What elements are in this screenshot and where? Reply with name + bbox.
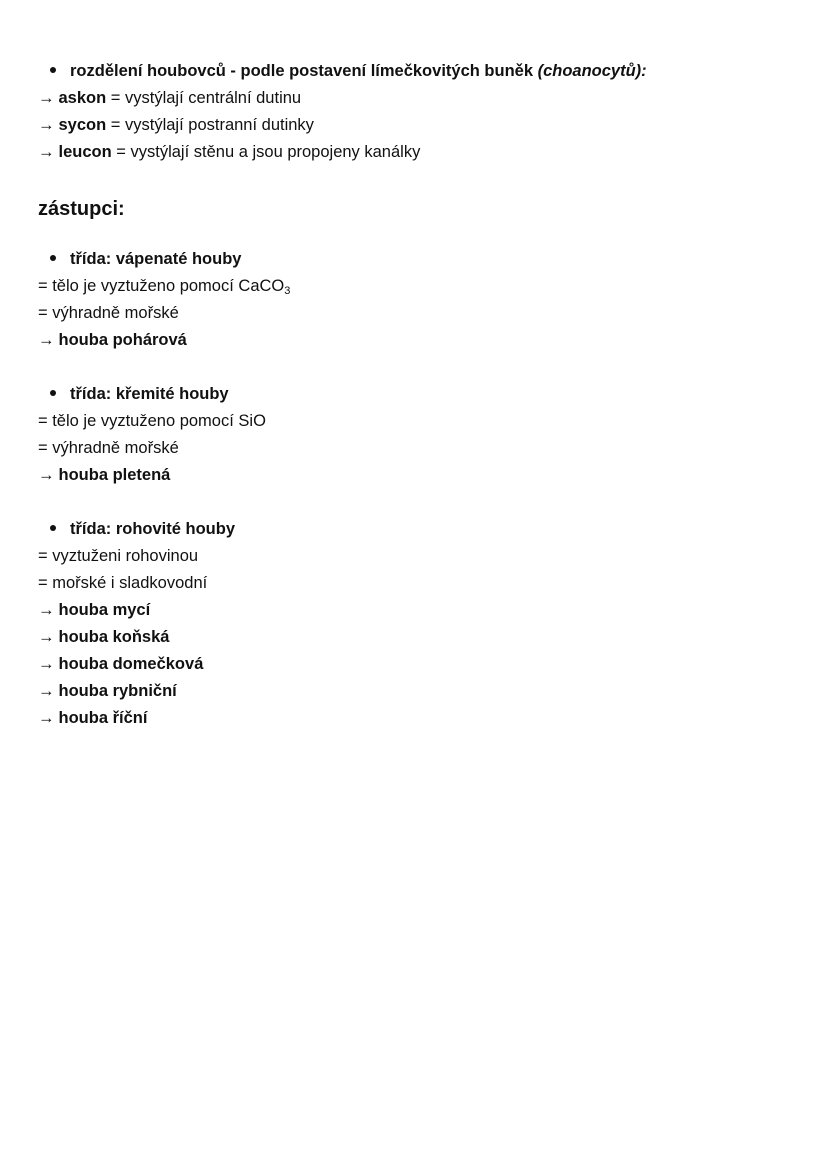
class-title-horny: třída: rohovité houby [38, 516, 808, 543]
type-desc: = vystýlají postranní dutinky [110, 116, 314, 134]
type-leucon [38, 139, 808, 166]
document-page [38, 58, 808, 732]
arrow-icon: → [38, 709, 55, 727]
class-title-siliceous: třída: křemité houby [38, 381, 808, 408]
intro-bullet-italic: (choanocytů): [537, 62, 647, 80]
bullet-icon [50, 525, 56, 531]
class-property: = tělo je vyztuženo pomocí CaCO$_3$ [38, 277, 291, 297]
arrow-icon: → [38, 89, 55, 107]
class-example: → houba pohárová [38, 331, 187, 349]
type-desc: = vystýlají centrální dutinu [110, 89, 302, 107]
arrow-icon: → [38, 682, 55, 700]
type-term: askon [58, 89, 107, 107]
bullet-icon [50, 255, 56, 261]
bullet-icon [50, 390, 56, 396]
class-example: → houba koňská [38, 628, 170, 646]
type-sycon [38, 112, 808, 139]
type-term: leucon [58, 143, 112, 161]
class-property: = vyztuženi rohovinou [38, 547, 199, 565]
class-example: → houba rybniční [38, 682, 177, 700]
arrow-icon: → [38, 655, 55, 673]
class-example: → houba domečková [38, 655, 204, 673]
class-example: → houba pletená [38, 466, 171, 484]
class-property: = mořské i sladkovodní [38, 574, 208, 592]
arrow-icon: → [38, 331, 55, 349]
arrow-icon: → [38, 466, 55, 484]
class-example: → houba říční [38, 709, 148, 727]
spacer [38, 489, 808, 516]
section-heading: zástupci: [38, 198, 125, 220]
arrow-icon: → [38, 116, 55, 134]
bullet-icon [50, 67, 56, 73]
class-example: → houba mycí [38, 601, 151, 619]
type-askon [38, 85, 808, 112]
type-desc: = vystýlají stěnu a jsou propojeny kanálky [116, 143, 421, 161]
class-property: = výhradně mořské [38, 304, 179, 322]
class-property: = výhradně mořské [38, 439, 179, 457]
class-title-calcareous: třída: vápenaté houby [38, 246, 808, 273]
spacer [38, 354, 808, 381]
type-term: sycon [58, 116, 107, 134]
arrow-icon: → [38, 601, 55, 619]
class-property: = tělo je vyztuženo pomocí SiO [38, 412, 266, 430]
subscript: 3 [284, 285, 291, 297]
intro-bullet [38, 58, 808, 85]
intro-bullet-bold: rozdělení houbovců - podle postavení límečkovitých buněk [70, 62, 533, 80]
arrow-icon: → [38, 143, 55, 161]
arrow-icon: → [38, 628, 55, 646]
